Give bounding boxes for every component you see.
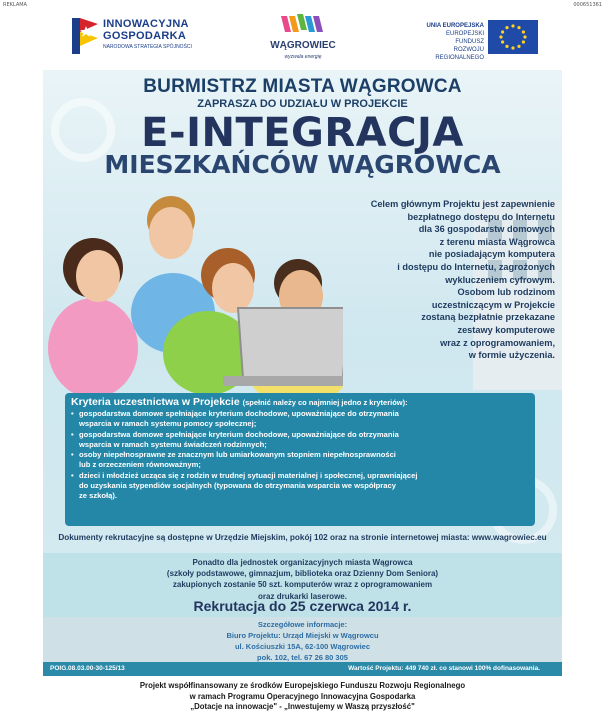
wagrowiec-tagline: wyzwala energię: [284, 54, 322, 60]
cofinancing-note: [0, 681, 605, 713]
criteria-item: [71, 409, 529, 430]
wagrowiec-mark-icon: [281, 12, 325, 36]
criteria-item: [71, 450, 529, 471]
recruitment-deadline: Rekrutacja do 25 czerwca 2014 r.: [193, 598, 412, 614]
project-goal-text: [315, 198, 555, 362]
criteria-line: do uzyskania stypendiów socjalnych (typowana do otrzymania wsparcia we współpracy: [79, 481, 396, 491]
ig-line2: GOSPODARKA: [103, 30, 187, 42]
goal-line: uczestniczącym w Projekcie: [431, 299, 555, 310]
contact-line: ul. Kościuszki 15A, 62-100 Wągrowiec: [234, 642, 371, 651]
criteria-line: ze szkołą).: [79, 491, 117, 501]
criteria-line: osoby niepełnosprawne ze znacznym lub umiarkowanym stopniem niepełnosprawności: [79, 450, 396, 460]
corner-label-right: 000651361: [573, 2, 602, 8]
poster-heading: BURMISTRZ MIASTA WĄGROWCA: [143, 76, 462, 97]
project-code: POIG.08.03.00-30-125/13: [50, 665, 125, 672]
goal-line: wykluczeniem cyfrowym.: [445, 274, 555, 285]
offer-line: (szkoły podstawowe, gimnazjum, biblioteka oraz Dzienny Dom Seniora): [166, 569, 439, 579]
criteria-line: gospodarstwa domowe spełniające kryterium dochodowe, upoważniające do otrzymania: [79, 429, 399, 439]
goal-line: nie posiadającym komputera: [428, 249, 555, 260]
criteria-line: wsparcia w ramach systemu świadczeń rodzinnych;: [79, 439, 267, 449]
contact-line: Biuro Projektu: Urząd Miejski w Wągrowcu: [226, 631, 379, 640]
goal-line: wraz z oprogramowaniem,: [440, 337, 555, 348]
contact-line: pok. 102, tel. 67 26 80 305: [257, 653, 348, 662]
criteria-title: Kryteria uczestnictwa w Projekcie: [71, 396, 240, 408]
poster-title: E-INTEGRACJA: [141, 110, 464, 156]
goal-line: Osobom lub rodzinom: [457, 287, 555, 298]
contact-line: Szczegółowe informacje:: [257, 620, 348, 629]
criteria-line: lub z orzeczeniem równoważnym;: [79, 460, 201, 470]
criteria-line: wsparcia w ramach systemu pomocy społecznej;: [79, 419, 257, 429]
family-with-laptop-photo: [43, 178, 343, 393]
criteria-item: [71, 430, 529, 451]
cofinancing-line: „Dotacje na innowacje" - „Inwestujemy w Waszą przyszłość": [190, 702, 415, 711]
bullet-icon: •: [71, 409, 74, 418]
ue-line1: UNIA EUROPEJSKA: [426, 23, 484, 29]
contact-info: [43, 619, 562, 663]
ue-line3: ROZWOJU REGIONALNEGO: [435, 47, 484, 61]
ue-line2: EUROPEJSKI FUNDUSZ: [445, 31, 484, 45]
corner-label-left: REKLAMA: [3, 2, 27, 8]
eu-flag-icon: [488, 20, 538, 54]
poster-title-2: MIESZKAŃCÓW WĄGROWCA: [104, 150, 501, 179]
criteria-subtitle: (spełnić należy co najmniej jedno z kryteriów):: [242, 398, 408, 407]
logo-header: [0, 10, 605, 68]
criteria-line: gospodarstwa domowe spełniające kryterium dochodowe, upoważniające do otrzymania: [79, 409, 399, 418]
offer-line: oraz drukarki laserowe.: [258, 591, 347, 601]
poster: [43, 70, 562, 676]
flag-star-icon: [70, 16, 100, 56]
criteria-box: [65, 393, 535, 526]
poster-subheading: ZAPRASZA DO UDZIAŁU W PROJEKCIE: [197, 98, 408, 110]
bullet-icon: •: [71, 429, 74, 439]
documents-info: Dokumenty rekrutacyjne są dostępne w Urzędzie Miejskim, pokój 102 oraz na stronie internetowej miasta: www.wagrowiec.eu: [58, 533, 547, 542]
ig-line3: NARODOWA STRATEGIA SPÓJNOŚCI: [103, 44, 192, 50]
project-value: Wartość Projektu: 449 740 zł. co stanowi 100% dofinasowania.: [348, 665, 540, 672]
goal-line: z terenu miasta Wągrowca: [439, 236, 555, 247]
criteria-line: dzieci i młodzież ucząca się z rodzin w trudnej sytuacji materialnej i społecznej, uprawniającej: [79, 470, 418, 480]
goal-line: i dostępu do Internetu, zagrożonych: [397, 261, 555, 272]
goal-line: w formie użyczenia.: [468, 350, 555, 361]
bullet-icon: •: [71, 450, 74, 460]
wagrowiec-name: WĄGROWIEC: [270, 40, 336, 51]
goal-line: bezpłatnego dostępu do Internetu: [407, 211, 555, 222]
goal-line: zestawy komputerowe: [457, 324, 555, 335]
cofinancing-line: Projekt współfinansowany ze środków Europejskiego Funduszu Rozwoju Regionalnego: [139, 681, 466, 690]
cofinancing-line: w ramach Programu Operacyjnego Innowacyjna Gospodarka: [189, 691, 416, 701]
goal-line: dla 36 gospodarstw domowych: [418, 224, 555, 235]
criteria-item: [71, 471, 529, 502]
ue-logo: [418, 20, 538, 61]
goal-line: zostaną bezpłatnie przekazane: [421, 312, 555, 323]
criteria-heading: [71, 396, 529, 409]
offer-text: [43, 557, 562, 602]
wagrowiec-logo: [253, 12, 353, 67]
offer-line: Ponadto dla jednostek organizacyjnych miasta Wągrowca: [192, 558, 413, 567]
criteria-list: [71, 409, 529, 502]
goal-line: Celem głównym Projektu jest zapewnienie: [370, 199, 555, 209]
bullet-icon: •: [71, 470, 74, 480]
ig-line1: INNOWACYJNA: [103, 18, 189, 30]
project-code-bar: [43, 662, 562, 676]
innowacyjna-gospodarka-logo: [70, 16, 220, 64]
offer-line: zakupionych zostanie 50 szt. komputerów wraz z oprogramowaniem: [172, 580, 433, 590]
ue-text: [418, 22, 484, 62]
